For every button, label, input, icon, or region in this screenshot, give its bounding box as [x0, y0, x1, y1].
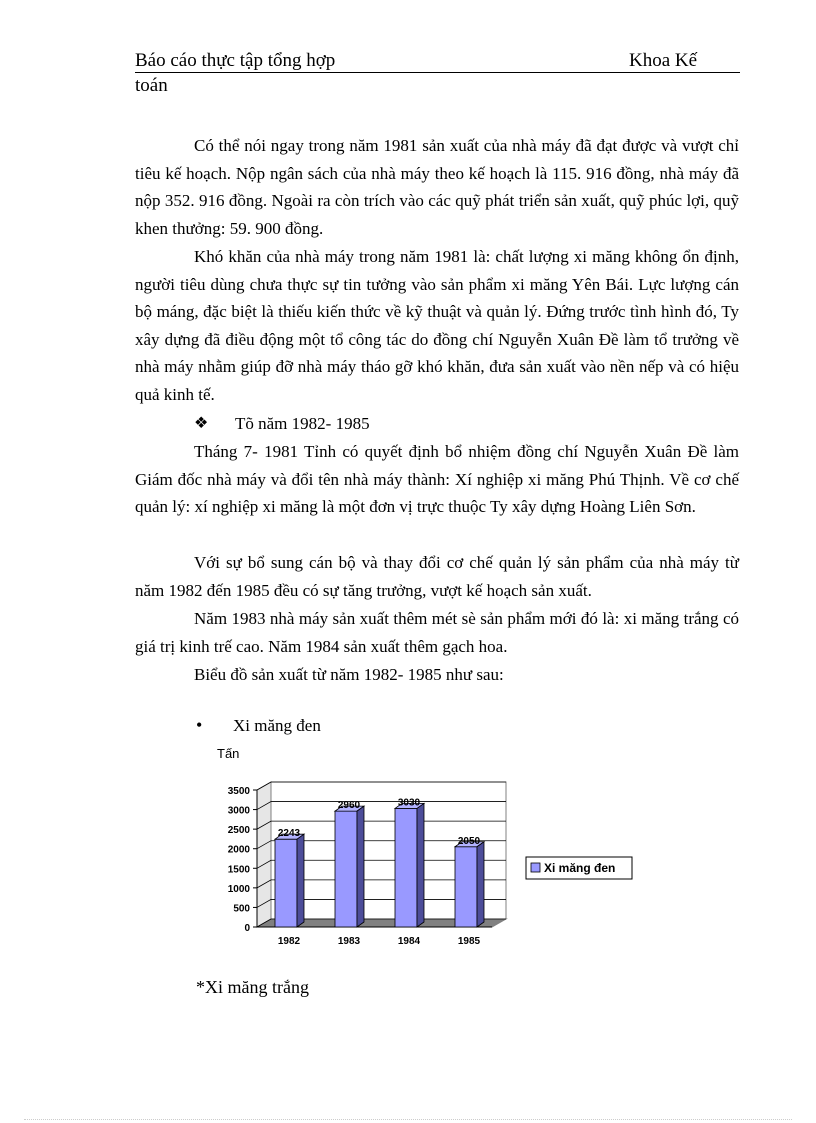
y-tick-label: 2500	[227, 825, 250, 837]
paragraph-3: Tháng 7- 1981 Tỉnh có quyết định bổ nhiệm đồng chí Nguyễn Xuân Đề làm Giám đốc nhà máy và đổi tên nhà máy thành: Xí nghiệp xi măng Phú Thịnh. Về cơ chế quản lý: xí nghiệp xi măng là một đơn vị trực thuộc Ty xây dựng Hoàng Liên Sơn.	[135, 442, 739, 516]
bar-side-1983	[357, 806, 364, 927]
data-label: 3030	[397, 797, 421, 809]
y-tick-label: 500	[233, 903, 250, 915]
diamond-bullet-icon: ❖	[194, 415, 209, 432]
production-chart	[215, 770, 645, 960]
y-tick-label: 1500	[227, 864, 250, 876]
paragraph-6: Biểu đồ sản xuất từ năm 1982- 1985 như sau:	[194, 665, 504, 684]
x-tick-label: 1985	[457, 936, 481, 947]
bar-1985	[455, 847, 477, 927]
bar-side-1984	[417, 803, 424, 927]
section-heading: Tõ năm 1982- 1985	[235, 414, 370, 433]
y-tick-label: 2000	[227, 844, 250, 856]
data-label: 2960	[337, 800, 361, 812]
bar-side-1985	[477, 842, 484, 927]
paragraph-2: Khó khăn của nhà máy trong năm 1981 là: chất lượng xi măng không ổn định, người tiêu dùng chưa thực sự tin tưởng vào sản phẩm xi măng Yên Bái. Lực lượng cán bộ máng, đặc biệt là thiếu kiến thức về kỹ thuật và quản lý. Đứng trước tình hình đó, Ty xây dựng đã điều động một tổ công tác do đồng chí Nguyễn Xuân Đề làm tổ trưởng về nhà máy nhằm giúp đỡ nhà máy tháo gỡ khó khăn, đưa sản xuất vào nền nếp và có hiệu quả kinh tế.	[135, 247, 739, 404]
header-title: Báo cáo thực tập tổng hợp	[135, 50, 336, 71]
header-department-cont: toán	[135, 75, 168, 96]
bullet-dot-icon: •	[196, 715, 203, 735]
y-tick-label: 1000	[227, 883, 250, 895]
paragraph-4: Với sự bổ sung cán bộ và thay đổi cơ chế quản lý sản phẩm của nhà máy từ năm 1982 đến 1985 đều có sự tăng trưởng, vượt kế hoạch sản xuất.	[135, 553, 739, 600]
data-label: 2050	[457, 835, 481, 847]
y-tick-label: 3500	[227, 786, 250, 797]
header-department: Khoa Kế	[629, 50, 698, 71]
x-tick-label: 1982	[277, 936, 301, 947]
paragraph-5: Năm 1983 nhà máy sản xuất thêm mét sè sản phẩm mới đó là: xi măng trắng có giá trị kinh trế cao. Năm 1984 sản xuất thêm gạch hoa.	[135, 609, 739, 656]
x-tick-label: 1984	[397, 936, 421, 947]
paragraph-1: Có thể nói ngay trong năm 1981 sản xuất của nhà máy đã đạt được và vượt chỉ tiêu kế hoạch. Nộp ngân sách của nhà máy theo kế hoạch là 115. 916 đồng, nhà máy đã nộp 352. 916 đồng. Ngoài ra còn trích vào các quỹ phát triển sản xuất, quỹ phúc lợi, quỹ khen thưởng: 59. 900 đồng.	[135, 136, 739, 238]
y-tick-label: 3000	[227, 805, 250, 817]
chart-side-wall	[257, 782, 271, 927]
chart-y-unit: Tấn	[217, 746, 240, 761]
subheading-white-cement: *Xi măng trắng	[196, 977, 309, 997]
footer-divider	[24, 1119, 792, 1120]
legend-swatch	[531, 863, 540, 872]
bar-1983	[335, 811, 357, 927]
legend-label: Xi măng đen	[544, 861, 616, 875]
bullet-heading: Xi măng đen	[233, 716, 321, 735]
x-tick-label: 1983	[337, 936, 361, 947]
bar-side-1982	[297, 834, 304, 927]
data-label: 2243	[277, 828, 301, 840]
y-tick-label: 0	[244, 923, 250, 934]
bar-1982	[275, 839, 297, 927]
bar-1984	[395, 808, 417, 927]
page-header	[135, 50, 740, 73]
